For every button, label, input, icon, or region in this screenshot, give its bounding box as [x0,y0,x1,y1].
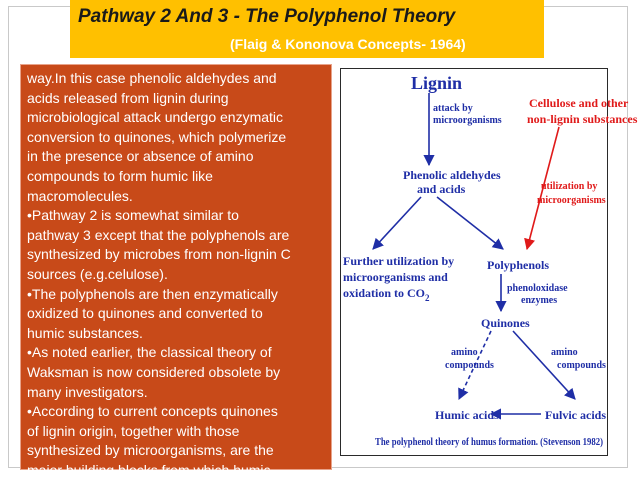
label-phenolic-1: Phenolic aldehydes [403,168,501,182]
label-further-3: oxidation to $CO_2$ [343,286,430,303]
label-phenoloxidase-1: phenoloxidase [507,283,568,294]
label-amino-left-2: compounds [445,360,494,371]
label-phenoloxidase-2: enzymes [521,295,558,306]
diagram-caption: The polyphenol theory of humus formation. (Stevenson 1982) [375,437,603,448]
slide-subtitle: (Flaig & Kononova Concepts- 1964) [230,36,466,52]
body-text-panel [20,64,332,478]
label-attack-1: attack by [433,103,473,114]
body-text: way.In this case phenolic aldehydes and acids released from lignin during microbiological attack undergo enzymatic conversion to quinones, which polymerize in the presence or absence of amino compounds to form humic like macromolecules. •Pathway 2 is somewhat similar to pathway 3 except that the polyphenols are synthesized by microbes from non-lignin C sources (e.g.celulose). •The polyphenols are then enzymatically oxidized to quinones and converted to humic substances. •As noted earlier, the classical theory of Waksman is now considered obsolete by many investigators. •According to current concepts quinones of lignin origin, together with those synthesized by microorganisms, are the major building blocks from which humic [27,70,291,478]
polyphenol-diagram [340,68,638,456]
label-polyphenols: Polyphenols [487,258,550,272]
label-utilization-1: utilization by [541,181,598,192]
label-amino-right-1: amino [551,347,578,358]
label-quinones: Quinones [481,316,530,330]
label-cellulose-2: non-lignin substances [527,112,638,126]
arrow-phenolic-to-further [373,197,421,249]
label-phenolic-2: and acids [417,182,466,196]
slide-title: Pathway 2 And 3 - The Polyphenol Theory [78,6,456,27]
label-fulvic: Fulvic acids [545,408,607,422]
label-further-subscript: 2 [425,293,430,303]
label-humic: Humic acids [435,408,499,422]
label-amino-right-2: compounds [557,360,606,371]
label-further-2: microorganisms and [343,270,448,284]
label-utilization-2: microorganisms [537,195,606,206]
diagram-svg [341,69,638,455]
label-lignin: Lignin [411,73,463,93]
label-amino-left-1: amino [451,347,478,358]
arrow-phenolic-to-polyphenols [437,197,503,249]
label-attack-2: microorganisms [433,115,502,126]
label-cellulose-1: Cellulose and other [529,96,629,110]
label-further-1: Further utilization by [343,254,455,268]
